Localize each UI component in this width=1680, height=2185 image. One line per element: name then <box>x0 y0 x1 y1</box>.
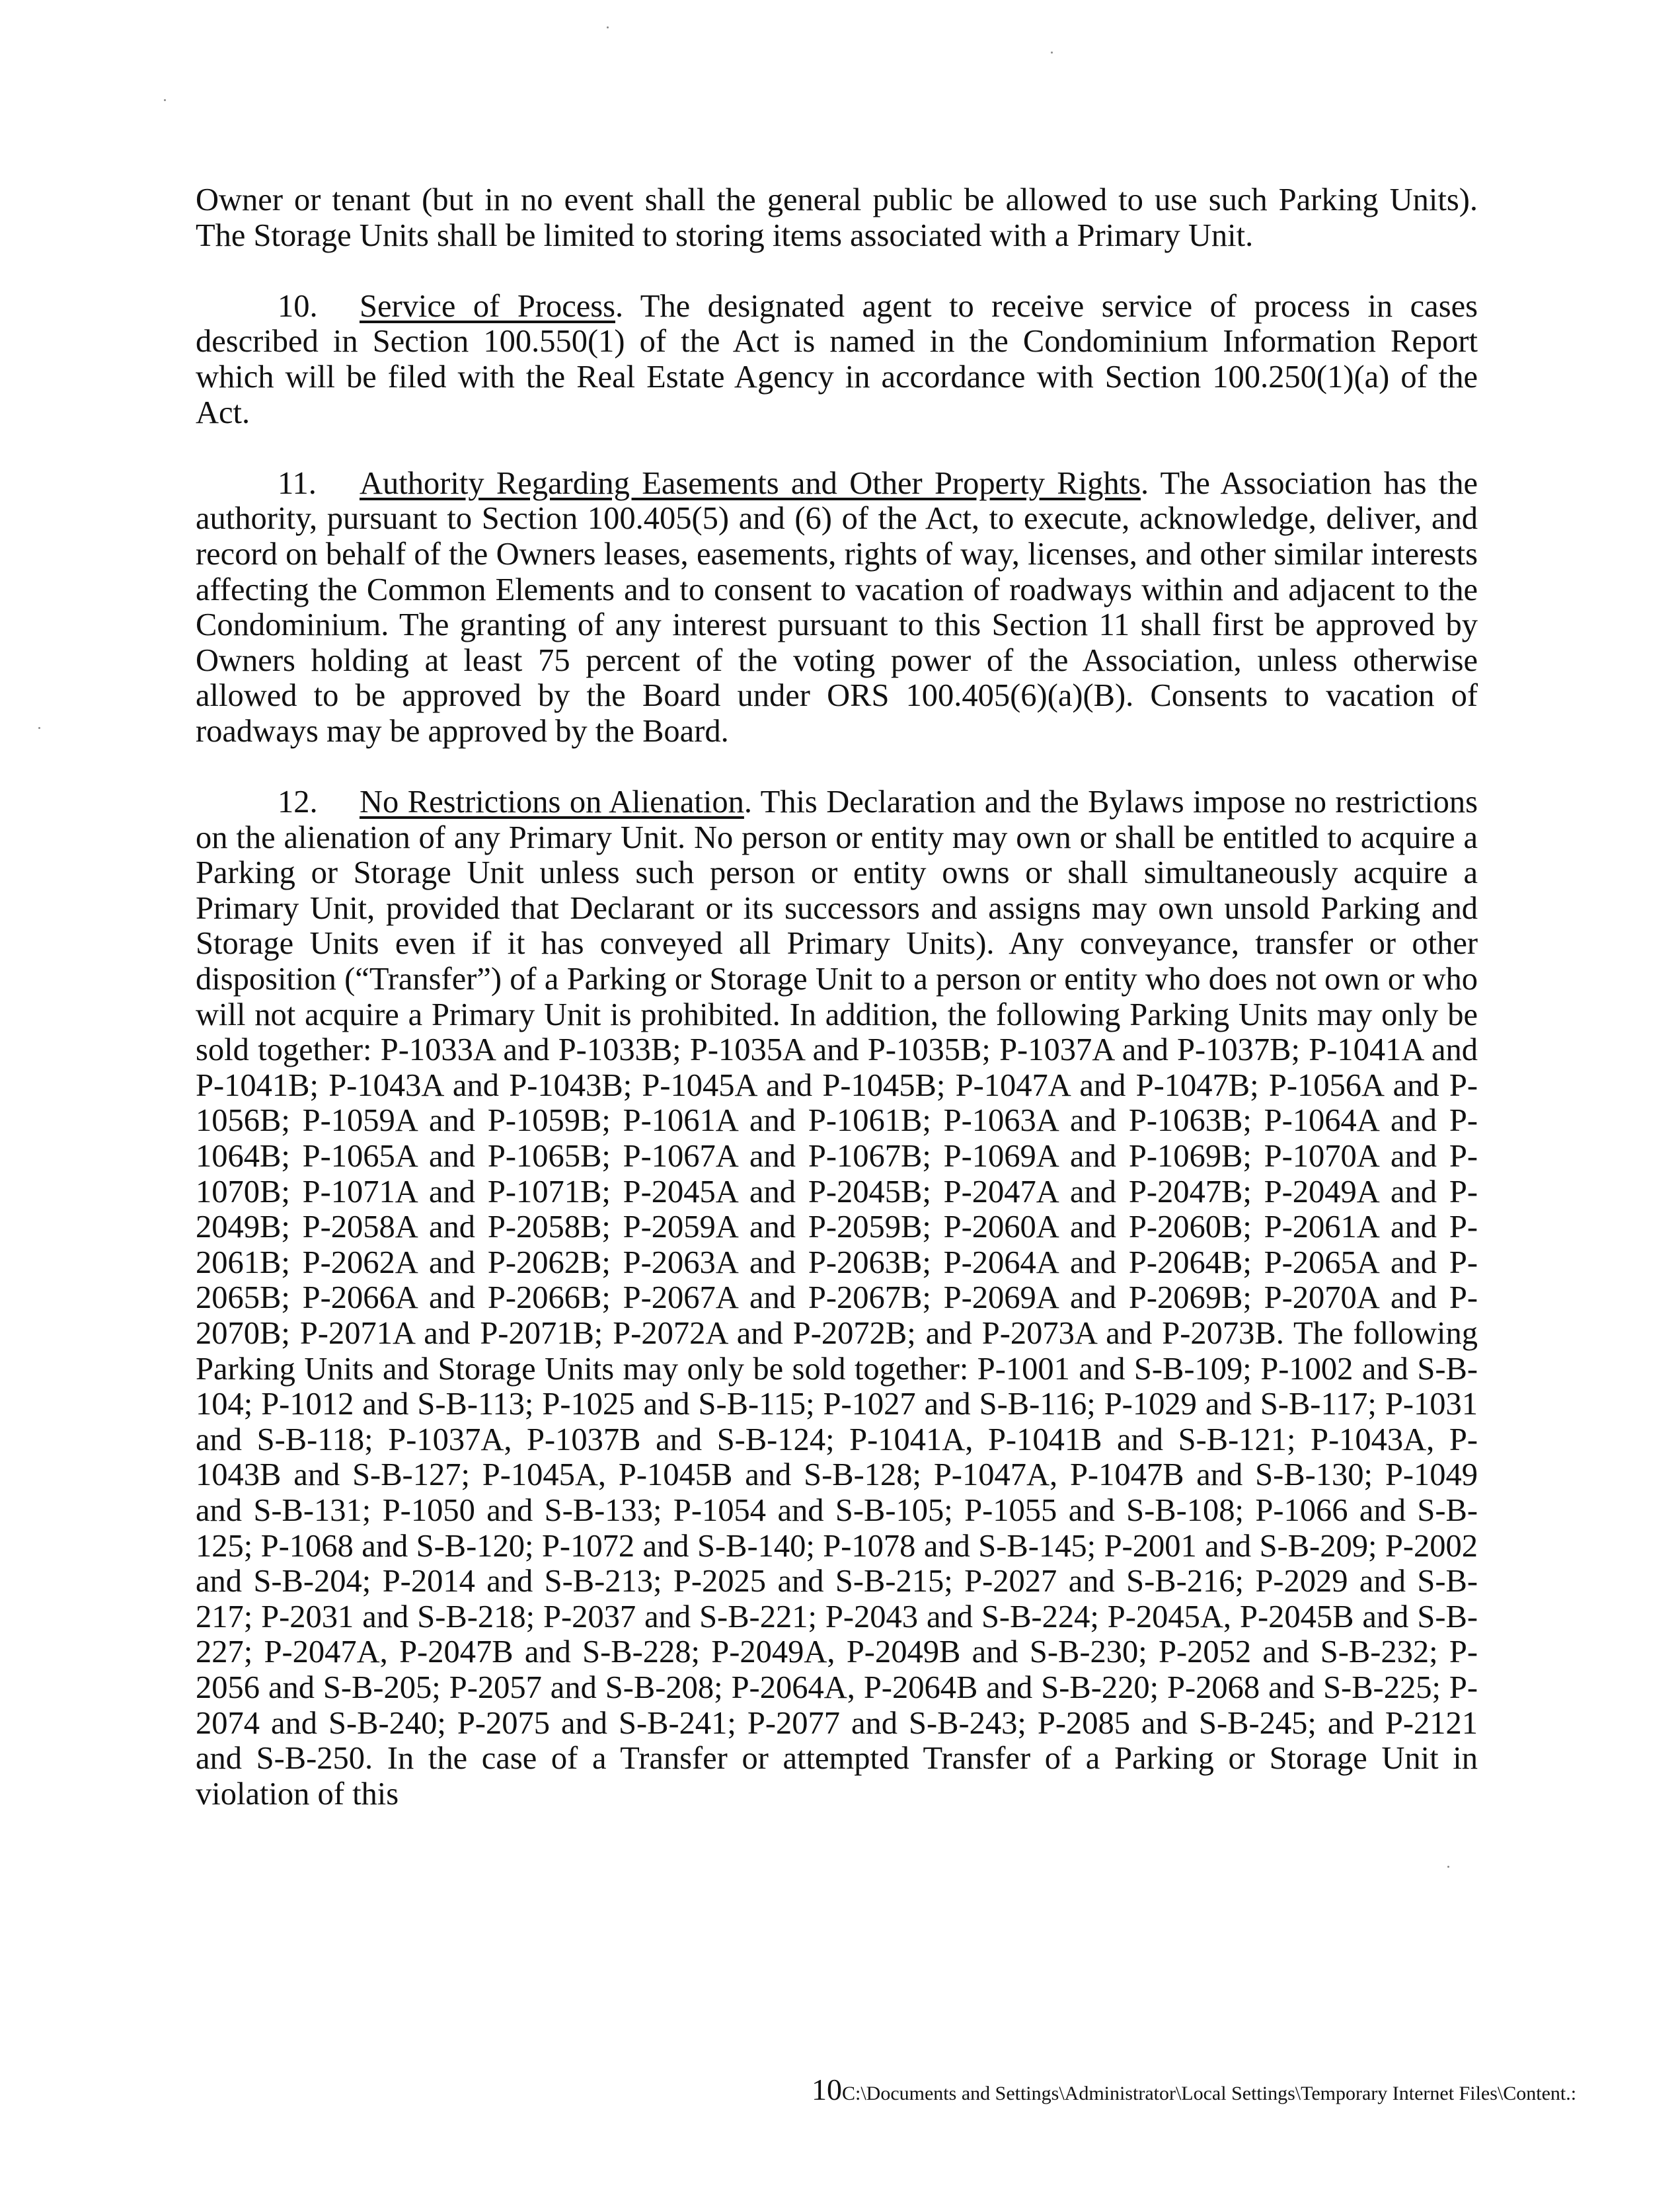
page-footer <box>812 2075 1576 2108</box>
footer-file-path: C:\Documents and Settings\Administrator\Local Settings\Temporary Internet Files\Content.: <box>842 2083 1577 2104</box>
scan-speck <box>38 727 40 729</box>
section-body: . This Declaration and the Bylaws impose no restrictions on the alienation of any Primary Unit. No person or entity may own or shall be entitled to acquire a Parking or Storage Unit unless such person or entity owns or shall simultaneously acquire a Primary Unit, provided that Declarant or its successors and assigns may own unsold Parking and Storage Units even if it has conveyed all Primary Units). Any conveyance, transfer or other disposition (“Transfer”) of a Parking or Storage Unit to a person or entity who does not own or who will not acquire a Primary Unit is prohibited. In addition, the following Parking Units may only be sold together: P-1033A and P-1033B; P-1035A and P-1035B; P-1037A and P-1037B; P-1041A and P-1041B; P-1043A and P-1043B; P-1045A and P-1045B; P-1047A and P-1047B; P-1056A and P-1056B; P-1059A and P-1059B; P-1061A and P-1061B; P-1063A and P-1063B; P-1064A and P-1064B; P-1065A and P-1065B; P-1067A and P-1067B; P-1069A and P-1069B; P-1070A and P-1070B; P-1071A and P-1071B; P-2045A and P-2045B; P-2047A and P-2047B; P-2049A and P-2049B; P-2058A and P-2058B; P-2059A and P-2059B; P-2060A and P-2060B; P-2061A and P-2061B; P-2062A and P-2062B; P-2063A and P-2063B; P-2064A and P-2064B; P-2065A and P-2065B; P-2066A and P-2066B; P-2067A and P-2067B; P-2069A and P-2069B; P-2070A and P-2070B; P-2071A and P-2071B; P-2072A and P-2072B; and P-2073A and P-2073B. The following Parking Units and Storage Units may only be sold together: P-1001 and S-B-109; P-1002 and S-B-104; P-1012 and S-B-113; P-1025 and S-B-115; P-1027 and S-B-116; P-1029 and S-B-117; P-1031 and S-B-118; P-1037A, P-1037B and S-B-124; P-1041A, P-1041B and S-B-121; P-1043A, P-1043B and S-B-127; P-1045A, P-1045B and S-B-128; P-1047A, P-1047B and S-B-130; P-1049 and S-B-131; P-1050 and S-B-133; P-1054 and S-B-105; P-1055 and S-B-108; P-1066 and S-B-125; P-1068 and S-B-120; P-1072 and S-B-140; P-1078 and S-B-145; P-2001 and S-B-209; P-2002 and S-B-204; P-2014 and S-B-213; P-2025 and S-B-215; P-2027 and S-B-216; P-2029 and S-B-217; P-2031 and S-B-218; P-2037 and S-B-221; P-2043 and S-B-224; P-2045A, P-2045B and S-B-227; P-2047A, P-2047B and S-B-228; P-2049A, P-2049B and S-B-230; P-2052 and S-B-232; P-2056 and S-B-205; P-2057 and S-B-208; P-2064A, P-2064B and S-B-220; P-2068 and S-B-225; P-2074 and S-B-240; P-2075 and S-B-241; P-2077 and S-B-243; P-2085 and S-B-245; and P-2121 and S-B-250. In the case of a Transfer or attempted Transfer of a Parking or Storage Unit in violation of this <box>196 785 1478 1812</box>
section-heading: No Restrictions on Alienation <box>360 785 744 820</box>
scan-speck <box>1447 1866 1449 1868</box>
section-number: 12. <box>278 785 318 820</box>
section-body: . The designated agent to receive service of process in cases described in Section 100.550(1) of the Act is named in the Condominium Information Report which will be filed with the Real Estate Agency in accordance with Section 100.250(1)(a) of the Act. <box>196 288 1478 430</box>
section-body: . The Association has the authority, pursuant to Section 100.405(5) and (6) of the Act, to execute, acknowledge, deliver, and record on behalf of the Owners leases, easements, rights of way, licenses, and other similar interests affecting the Common Elements and to consent to vacation of roadways within and adjacent to the Condominium. The granting of any interest pursuant to this Section 11 shall first be approved by Owners holding at least 75 percent of the voting power of the Association, unless otherwise allowed to be approved by the Board under ORS 100.405(6)(a)(B). Consents to vacation of roadways may be approved by the Board. <box>196 465 1478 749</box>
scan-speck <box>607 26 609 28</box>
scan-speck <box>1051 52 1053 54</box>
section-heading: Service of Process <box>360 288 615 324</box>
section-number: 10. <box>278 288 318 324</box>
scan-speck <box>164 99 166 101</box>
section-heading: Authority Regarding Easements and Other Property Rights <box>360 465 1141 501</box>
section-11-paragraph <box>196 466 1478 749</box>
section-number: 11. <box>278 465 317 501</box>
document-body <box>196 182 1478 1847</box>
section-10-paragraph <box>196 289 1478 430</box>
continuation-paragraph: Owner or tenant (but in no event shall the general public be allowed to use such Parking Units). The Storage Units shall be limited to storing items associated with a Primary Unit. <box>196 182 1478 253</box>
page-number: 10 <box>812 2073 842 2106</box>
section-12-paragraph <box>196 785 1478 1812</box>
